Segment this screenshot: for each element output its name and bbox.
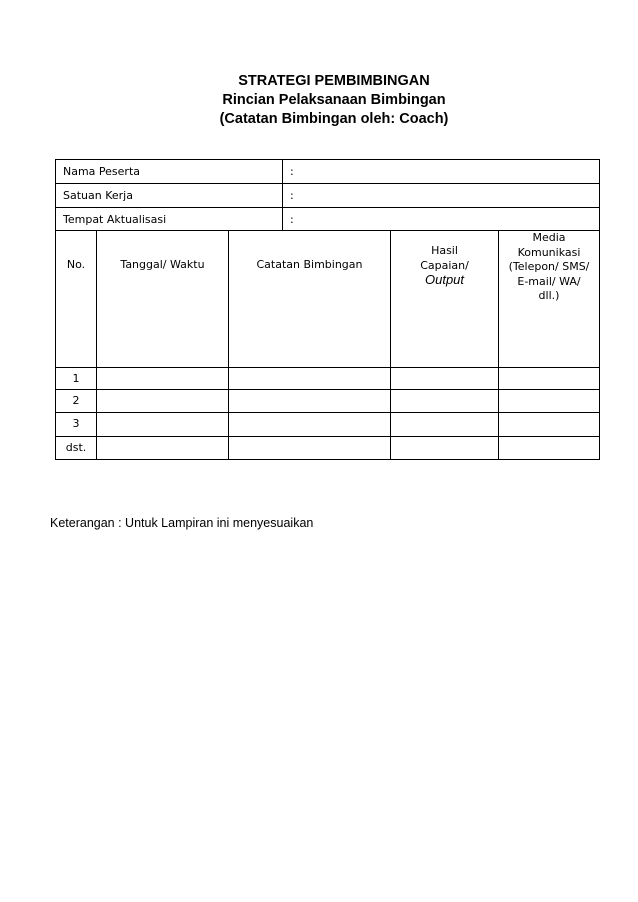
tanggal-cell[interactable] <box>96 413 228 436</box>
tanggal-cell[interactable] <box>96 437 228 459</box>
media-cell[interactable] <box>498 437 599 459</box>
table-row <box>55 389 600 412</box>
header-catatan-bimbingan: Catatan Bimbingan <box>256 258 363 271</box>
table-header-row <box>55 230 600 367</box>
tanggal-cell[interactable] <box>96 390 228 412</box>
title-line-1: STRATEGI PEMBIMBINGAN <box>238 73 430 89</box>
row-number: dst. <box>65 441 87 454</box>
title-line-3: (Catatan Bimbingan oleh: Coach) <box>219 111 449 127</box>
catatan-cell[interactable] <box>228 390 390 412</box>
hasil-cell[interactable] <box>390 368 498 389</box>
info-row-satuan-kerja <box>55 183 600 207</box>
tempat-aktualisasi-field[interactable]: : <box>282 208 599 230</box>
keterangan-note: Keterangan : Untuk Lampiran ini menyesuaikan <box>50 516 314 530</box>
header-media-komunikasi: Media Komunikasi (Telepon/ SMS/ E-mail/ WA/ dll.) <box>508 231 590 302</box>
media-cell[interactable] <box>498 368 599 389</box>
hasil-cell[interactable] <box>390 437 498 459</box>
hasil-cell[interactable] <box>390 413 498 436</box>
info-row-nama-peserta <box>55 159 600 183</box>
document-title <box>0 72 638 129</box>
media-cell[interactable] <box>498 413 599 436</box>
tanggal-cell[interactable] <box>96 368 228 389</box>
table-row <box>55 367 600 389</box>
header-no: No. <box>66 258 86 271</box>
row-number: 2 <box>72 394 80 407</box>
info-row-tempat-aktualisasi <box>55 207 600 230</box>
row-number: 1 <box>72 372 80 385</box>
table-row <box>55 436 600 460</box>
catatan-cell[interactable] <box>228 437 390 459</box>
row-number: 3 <box>72 417 80 430</box>
title-line-2: Rincian Pelaksanaan Bimbingan <box>222 92 446 108</box>
hasil-cell[interactable] <box>390 390 498 412</box>
media-cell[interactable] <box>498 390 599 412</box>
catatan-cell[interactable] <box>228 413 390 436</box>
satuan-kerja-field[interactable]: : <box>282 184 599 207</box>
catatan-cell[interactable] <box>228 368 390 389</box>
info-label: Satuan Kerja <box>63 189 133 202</box>
header-hasil-capaian: Hasil Capaian/ Output <box>420 244 469 287</box>
header-tanggal-waktu: Tanggal/ Waktu <box>120 258 205 271</box>
info-label: Nama Peserta <box>63 165 141 178</box>
nama-peserta-field[interactable]: : <box>282 160 599 183</box>
info-label: Tempat Aktualisasi <box>63 213 167 226</box>
table-row <box>55 412 600 436</box>
